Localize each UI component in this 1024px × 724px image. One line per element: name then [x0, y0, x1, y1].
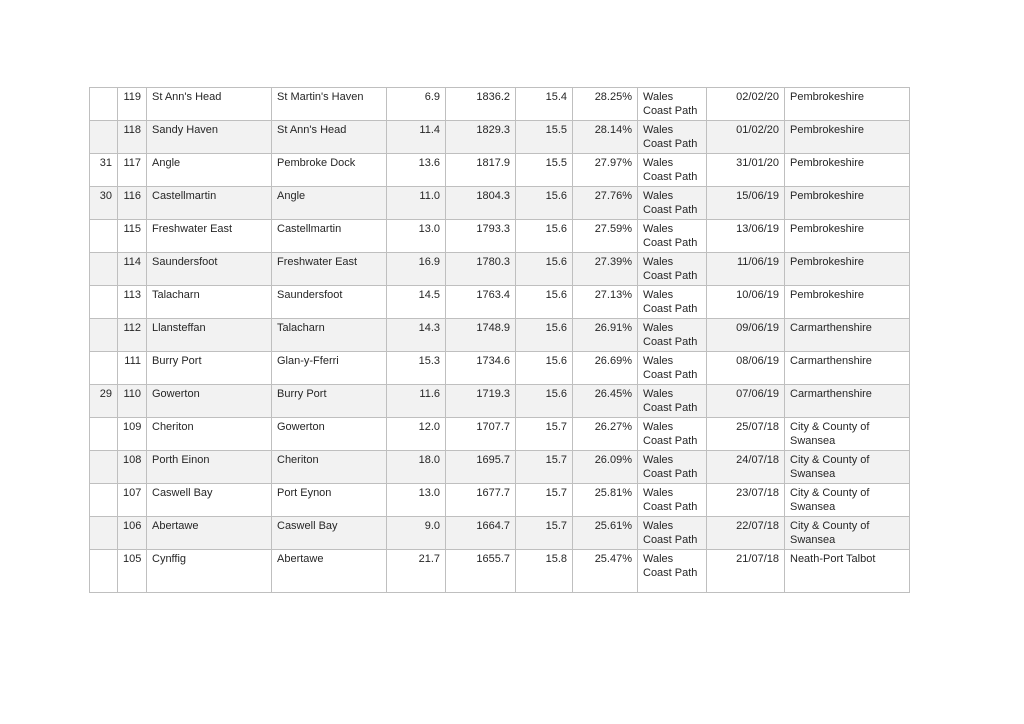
- cell-date: 21/07/18: [707, 550, 785, 593]
- cell-path-name: Wales Coast Path: [638, 88, 707, 121]
- cell-county: Pembrokeshire: [785, 253, 910, 286]
- cell-path-name: Wales Coast Path: [638, 418, 707, 451]
- cell-percent-complete: 27.13%: [573, 286, 638, 319]
- cell-distance: 16.9: [387, 253, 446, 286]
- table-body: [90, 88, 910, 593]
- table-row: [90, 121, 910, 154]
- cell-distance: 9.0: [387, 517, 446, 550]
- cell-stage-number: 118: [118, 121, 147, 154]
- cell-stage-number: 119: [118, 88, 147, 121]
- cell-path-name: Wales Coast Path: [638, 385, 707, 418]
- cell-group-number: [90, 286, 118, 319]
- cell-stage-number: 105: [118, 550, 147, 593]
- cell-percent-complete: 28.25%: [573, 88, 638, 121]
- cell-end-location: Abertawe: [272, 550, 387, 593]
- cell-group-number: [90, 451, 118, 484]
- cell-average: 15.5: [516, 121, 573, 154]
- cell-average: 15.6: [516, 253, 573, 286]
- cell-date: 07/06/19: [707, 385, 785, 418]
- cell-start-location: Caswell Bay: [147, 484, 272, 517]
- cell-date: 09/06/19: [707, 319, 785, 352]
- cell-path-name: Wales Coast Path: [638, 484, 707, 517]
- cell-date: 11/06/19: [707, 253, 785, 286]
- cell-cumulative-distance: 1836.2: [446, 88, 516, 121]
- cell-start-location: St Ann's Head: [147, 88, 272, 121]
- cell-percent-complete: 27.39%: [573, 253, 638, 286]
- cell-percent-complete: 28.14%: [573, 121, 638, 154]
- cell-group-number: [90, 550, 118, 593]
- cell-path-name: Wales Coast Path: [638, 517, 707, 550]
- cell-stage-number: 115: [118, 220, 147, 253]
- cell-county: City & County of Swansea: [785, 418, 910, 451]
- cell-county: Pembrokeshire: [785, 187, 910, 220]
- cell-path-name: Wales Coast Path: [638, 187, 707, 220]
- cell-date: 24/07/18: [707, 451, 785, 484]
- cell-county: Pembrokeshire: [785, 154, 910, 187]
- cell-path-name: Wales Coast Path: [638, 220, 707, 253]
- table-row: [90, 220, 910, 253]
- cell-end-location: Glan-y-Fferri: [272, 352, 387, 385]
- cell-cumulative-distance: 1664.7: [446, 517, 516, 550]
- cell-path-name: Wales Coast Path: [638, 319, 707, 352]
- cell-distance: 21.7: [387, 550, 446, 593]
- cell-distance: 18.0: [387, 451, 446, 484]
- cell-percent-complete: 26.91%: [573, 319, 638, 352]
- cell-group-number: [90, 484, 118, 517]
- cell-county: City & County of Swansea: [785, 517, 910, 550]
- cell-group-number: [90, 517, 118, 550]
- cell-path-name: Wales Coast Path: [638, 121, 707, 154]
- cell-distance: 15.3: [387, 352, 446, 385]
- cell-average: 15.6: [516, 385, 573, 418]
- cell-county: Pembrokeshire: [785, 220, 910, 253]
- cell-cumulative-distance: 1793.3: [446, 220, 516, 253]
- cell-end-location: Castellmartin: [272, 220, 387, 253]
- cell-stage-number: 106: [118, 517, 147, 550]
- cell-end-location: Angle: [272, 187, 387, 220]
- cell-percent-complete: 25.61%: [573, 517, 638, 550]
- cell-percent-complete: 27.59%: [573, 220, 638, 253]
- cell-group-number: 31: [90, 154, 118, 187]
- cell-group-number: [90, 121, 118, 154]
- cell-average: 15.8: [516, 550, 573, 593]
- cell-stage-number: 110: [118, 385, 147, 418]
- cell-start-location: Saundersfoot: [147, 253, 272, 286]
- cell-percent-complete: 26.69%: [573, 352, 638, 385]
- cell-stage-number: 107: [118, 484, 147, 517]
- cell-date: 02/02/20: [707, 88, 785, 121]
- cell-average: 15.6: [516, 286, 573, 319]
- cell-stage-number: 116: [118, 187, 147, 220]
- cell-average: 15.6: [516, 352, 573, 385]
- cell-start-location: Cynffig: [147, 550, 272, 593]
- cell-end-location: Burry Port: [272, 385, 387, 418]
- cell-county: Carmarthenshire: [785, 319, 910, 352]
- cell-start-location: Talacharn: [147, 286, 272, 319]
- cell-average: 15.7: [516, 451, 573, 484]
- cell-end-location: Gowerton: [272, 418, 387, 451]
- cell-stage-number: 112: [118, 319, 147, 352]
- cell-average: 15.6: [516, 220, 573, 253]
- cell-county: City & County of Swansea: [785, 451, 910, 484]
- cell-cumulative-distance: 1829.3: [446, 121, 516, 154]
- table-row: [90, 517, 910, 550]
- table-row: [90, 154, 910, 187]
- cell-group-number: [90, 220, 118, 253]
- cell-percent-complete: 27.76%: [573, 187, 638, 220]
- cell-stage-number: 109: [118, 418, 147, 451]
- cell-cumulative-distance: 1804.3: [446, 187, 516, 220]
- cell-start-location: Angle: [147, 154, 272, 187]
- cell-group-number: [90, 319, 118, 352]
- cell-distance: 14.5: [387, 286, 446, 319]
- cell-cumulative-distance: 1677.7: [446, 484, 516, 517]
- cell-end-location: St Ann's Head: [272, 121, 387, 154]
- cell-end-location: Freshwater East: [272, 253, 387, 286]
- cell-date: 23/07/18: [707, 484, 785, 517]
- cell-percent-complete: 25.81%: [573, 484, 638, 517]
- cell-date: 01/02/20: [707, 121, 785, 154]
- cell-path-name: Wales Coast Path: [638, 286, 707, 319]
- table-row: [90, 352, 910, 385]
- cell-date: 22/07/18: [707, 517, 785, 550]
- cell-stage-number: 108: [118, 451, 147, 484]
- cell-start-location: Freshwater East: [147, 220, 272, 253]
- cell-cumulative-distance: 1695.7: [446, 451, 516, 484]
- cell-end-location: Port Eynon: [272, 484, 387, 517]
- cell-start-location: Gowerton: [147, 385, 272, 418]
- cell-percent-complete: 26.09%: [573, 451, 638, 484]
- cell-distance: 14.3: [387, 319, 446, 352]
- cell-county: Pembrokeshire: [785, 88, 910, 121]
- cell-date: 13/06/19: [707, 220, 785, 253]
- cell-county: Pembrokeshire: [785, 121, 910, 154]
- cell-distance: 13.0: [387, 220, 446, 253]
- cell-group-number: [90, 352, 118, 385]
- cell-cumulative-distance: 1655.7: [446, 550, 516, 593]
- cell-start-location: Sandy Haven: [147, 121, 272, 154]
- cell-path-name: Wales Coast Path: [638, 550, 707, 593]
- cell-average: 15.7: [516, 484, 573, 517]
- cell-cumulative-distance: 1719.3: [446, 385, 516, 418]
- cell-start-location: Burry Port: [147, 352, 272, 385]
- cell-distance: 6.9: [387, 88, 446, 121]
- table-row: [90, 550, 910, 593]
- cell-county: Carmarthenshire: [785, 385, 910, 418]
- cell-average: 15.5: [516, 154, 573, 187]
- cell-date: 25/07/18: [707, 418, 785, 451]
- cell-county: Pembrokeshire: [785, 286, 910, 319]
- cell-date: 08/06/19: [707, 352, 785, 385]
- cell-distance: 13.6: [387, 154, 446, 187]
- cell-county: Carmarthenshire: [785, 352, 910, 385]
- cell-cumulative-distance: 1780.3: [446, 253, 516, 286]
- table-row: [90, 187, 910, 220]
- cell-date: 31/01/20: [707, 154, 785, 187]
- cell-end-location: Cheriton: [272, 451, 387, 484]
- cell-cumulative-distance: 1707.7: [446, 418, 516, 451]
- table-row: [90, 451, 910, 484]
- cell-cumulative-distance: 1748.9: [446, 319, 516, 352]
- cell-percent-complete: 26.45%: [573, 385, 638, 418]
- cell-end-location: Saundersfoot: [272, 286, 387, 319]
- cell-date: 10/06/19: [707, 286, 785, 319]
- cell-distance: 11.0: [387, 187, 446, 220]
- cell-group-number: [90, 253, 118, 286]
- cell-date: 15/06/19: [707, 187, 785, 220]
- cell-group-number: 29: [90, 385, 118, 418]
- cell-distance: 11.4: [387, 121, 446, 154]
- cell-cumulative-distance: 1763.4: [446, 286, 516, 319]
- table-row: [90, 484, 910, 517]
- cell-start-location: Cheriton: [147, 418, 272, 451]
- cell-end-location: Caswell Bay: [272, 517, 387, 550]
- cell-start-location: Abertawe: [147, 517, 272, 550]
- cell-path-name: Wales Coast Path: [638, 352, 707, 385]
- cell-cumulative-distance: 1734.6: [446, 352, 516, 385]
- cell-average: 15.6: [516, 319, 573, 352]
- cell-path-name: Wales Coast Path: [638, 154, 707, 187]
- cell-group-number: 30: [90, 187, 118, 220]
- stages-table: [89, 87, 910, 593]
- table-row: [90, 319, 910, 352]
- cell-end-location: St Martin's Haven: [272, 88, 387, 121]
- stages-table-container: [89, 87, 910, 593]
- cell-stage-number: 114: [118, 253, 147, 286]
- cell-start-location: Llansteffan: [147, 319, 272, 352]
- cell-average: 15.6: [516, 187, 573, 220]
- table-row: [90, 418, 910, 451]
- cell-percent-complete: 27.97%: [573, 154, 638, 187]
- table-row: [90, 253, 910, 286]
- cell-county: City & County of Swansea: [785, 484, 910, 517]
- cell-distance: 13.0: [387, 484, 446, 517]
- cell-path-name: Wales Coast Path: [638, 451, 707, 484]
- cell-county: Neath-Port Talbot: [785, 550, 910, 593]
- cell-end-location: Talacharn: [272, 319, 387, 352]
- table-row: [90, 286, 910, 319]
- cell-stage-number: 111: [118, 352, 147, 385]
- cell-stage-number: 113: [118, 286, 147, 319]
- cell-start-location: Castellmartin: [147, 187, 272, 220]
- cell-stage-number: 117: [118, 154, 147, 187]
- table-row: [90, 385, 910, 418]
- cell-average: 15.7: [516, 418, 573, 451]
- cell-average: 15.4: [516, 88, 573, 121]
- cell-distance: 11.6: [387, 385, 446, 418]
- cell-path-name: Wales Coast Path: [638, 253, 707, 286]
- cell-end-location: Pembroke Dock: [272, 154, 387, 187]
- cell-percent-complete: 25.47%: [573, 550, 638, 593]
- cell-group-number: [90, 88, 118, 121]
- cell-percent-complete: 26.27%: [573, 418, 638, 451]
- cell-start-location: Porth Einon: [147, 451, 272, 484]
- cell-cumulative-distance: 1817.9: [446, 154, 516, 187]
- cell-distance: 12.0: [387, 418, 446, 451]
- cell-average: 15.7: [516, 517, 573, 550]
- cell-group-number: [90, 418, 118, 451]
- table-row: [90, 88, 910, 121]
